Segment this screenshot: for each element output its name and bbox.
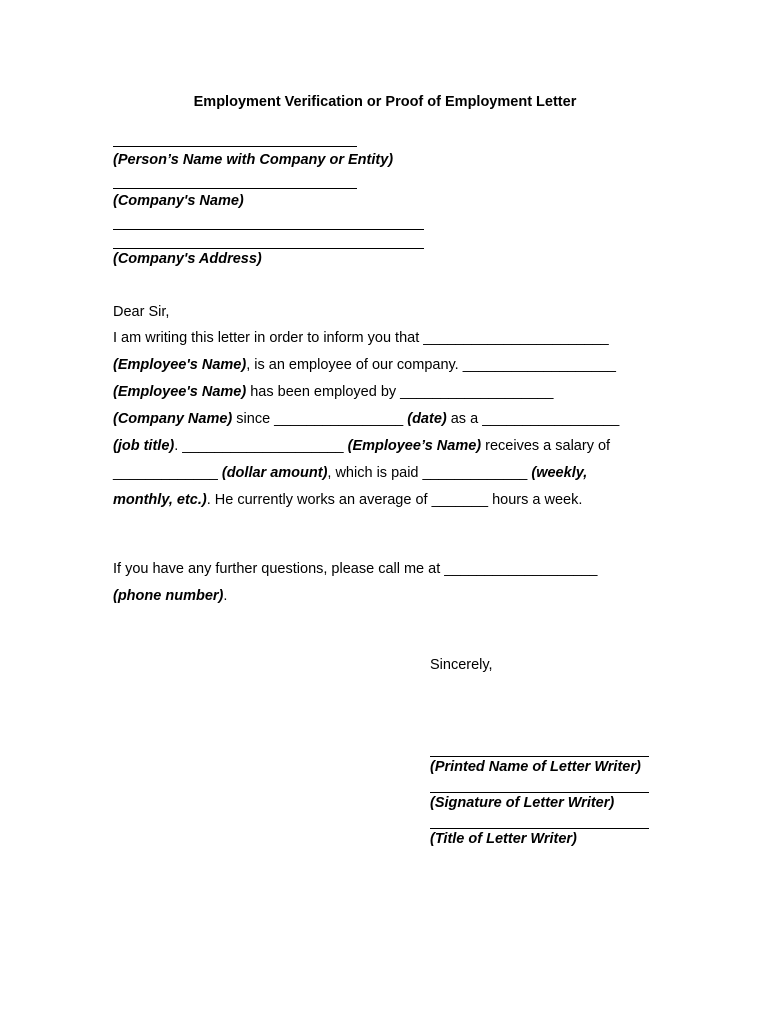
body-line-1: I am writing this letter in order to inform you that _______________________ bbox=[113, 330, 609, 346]
writer-title-label: (Title of Letter Writer) bbox=[430, 831, 577, 847]
signature-blank bbox=[430, 792, 649, 793]
company-address-blank-2 bbox=[113, 248, 424, 249]
person-name-label: (Person’s Name with Company or Entity) bbox=[113, 152, 394, 168]
body-line-3: (Employee's Name) has been employed by ___________________ bbox=[113, 384, 554, 400]
dollar-blank: _____________ bbox=[113, 465, 218, 481]
company-address-blank-1 bbox=[113, 229, 424, 230]
printed-name-label: (Printed Name of Letter Writer) bbox=[430, 759, 641, 775]
body-line-6: _____________ (dollar amount), which is paid _____________ (weekly, bbox=[113, 465, 588, 481]
employee-name-blank: ____________________ bbox=[182, 438, 344, 454]
company-name-label: (Company's Name) bbox=[113, 193, 244, 209]
salutation: Dear Sir, bbox=[113, 304, 170, 320]
questions-line-2: (phone number). bbox=[113, 588, 228, 604]
body-line-4: (Company Name) since ________________ (date) as a _________________ bbox=[113, 411, 620, 427]
body-line-7: monthly, etc.). He currently works an average of _______ hours a week. bbox=[113, 492, 583, 508]
signature-label: (Signature of Letter Writer) bbox=[430, 795, 615, 811]
body-line-5: (job title). ____________________ (Employee’s Name) receives a salary of bbox=[113, 438, 611, 454]
employee-name-blank: _______________________ bbox=[423, 330, 609, 346]
closing: Sincerely, bbox=[430, 657, 493, 673]
questions-paragraph bbox=[113, 556, 673, 610]
writer-title-blank bbox=[430, 828, 649, 829]
company-blank: ___________________ bbox=[400, 384, 554, 400]
period-blank: _____________ bbox=[422, 465, 528, 481]
phone-blank: ___________________ bbox=[444, 561, 598, 577]
person-name-blank bbox=[113, 146, 357, 147]
employee-name-blank: ___________________ bbox=[462, 357, 616, 373]
job-title-blank: _________________ bbox=[482, 411, 620, 427]
date-blank: ________________ bbox=[274, 411, 404, 427]
letter-body bbox=[113, 325, 673, 514]
company-name-blank bbox=[113, 188, 357, 189]
company-address-label: (Company's Address) bbox=[113, 251, 262, 267]
document-title: Employment Verification or Proof of Employment Letter bbox=[193, 94, 577, 110]
hours-blank: _______ bbox=[431, 492, 489, 508]
questions-line-1: If you have any further questions, please call me at ___________________ bbox=[113, 561, 598, 577]
body-line-2: (Employee's Name), is an employee of our company. ___________________ bbox=[113, 357, 616, 373]
printed-name-blank bbox=[430, 756, 649, 757]
